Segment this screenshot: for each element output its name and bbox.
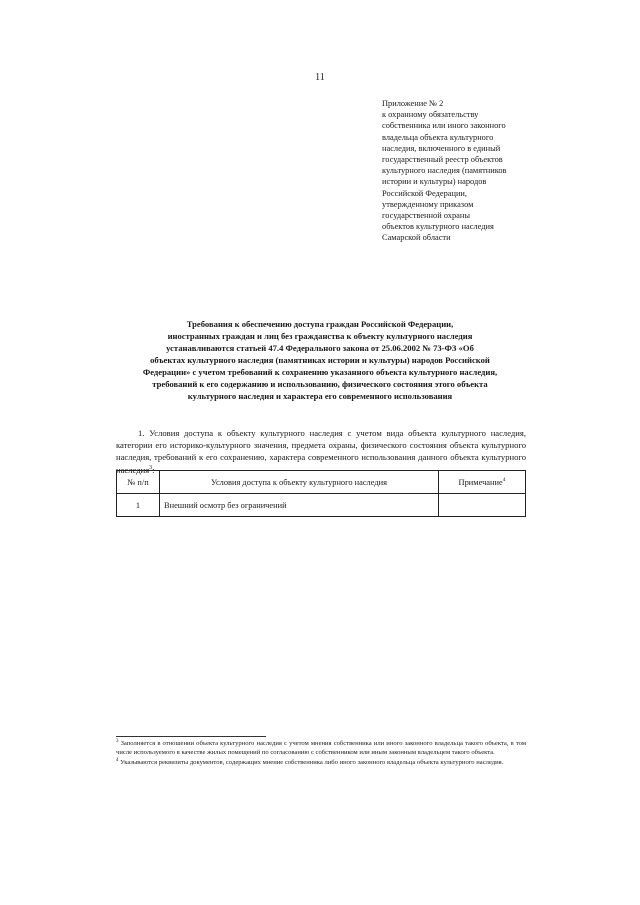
title-line: Федерации» с учетом требований к сохранению указанного объекта культурного наследия, [142,367,498,377]
footnote-ref[interactable]: 4 [502,476,506,483]
appendix-line: культурного наследия (памятников [382,166,507,176]
footnote-divider [116,736,266,737]
footnote-text: Заполняется в отношении объекта культурного наследия с учетом мнения собственника или иного законного владельца такого объекта, в том числе используемого в качестве жилых помещений по согласованию с собственником или иным законным владельцем такого объекта. [116,740,526,757]
appendix-line: к охранному обязательству [382,110,479,120]
title-line: устанавливаются статьей 47.4 Федерального закона от 25.06.2002 № 73-ФЗ «Об [166,343,474,353]
appendix-line: наследия, включенного в единый [382,143,501,153]
appendix-block [382,98,582,244]
title-line: Требования к обеспечению доступа граждан Российской Федерации, [186,319,454,329]
table-header-row [117,471,526,494]
document-title [100,318,540,402]
paragraph-text: 1. Условия доступа к объекту культурного наследия с учетом вида объекта культурного наследия, категории его историко-культурного значения, предмета охраны, физического состояния объекта культурного наследия, требований к его сохранению, характера современного использования данного объекта культурного наследия [116,427,526,475]
cell-num: 1 [117,494,160,517]
appendix-line: объектов культурного наследия [382,222,494,232]
access-conditions-table [116,470,526,517]
header-num: № п/п [117,471,160,494]
title-line: объектах культурного наследия (памятниках истории и культуры) народов Российской [150,355,490,365]
paragraph-end: : [152,464,155,475]
title-line: требований к его содержанию и использованию, физического состояния этого объекта [152,379,488,389]
page-number: 11 [315,72,325,83]
title-line: иностранных граждан и лиц без гражданства к объекту культурного наследия [167,331,473,341]
footnote [116,739,526,758]
appendix-line: истории и культуры) народов [382,177,487,187]
cell-condition: Внешний осмотр без ограничений [160,494,439,517]
appendix-line: Приложение № 2 [382,99,444,108]
header-note [439,471,526,494]
appendix-line: Самарской области [382,233,451,243]
table-row [117,494,526,517]
appendix-line: государственный реестр объектов [382,155,503,165]
header-note-label: Примечание [458,477,503,487]
footnote [116,758,526,767]
footnotes [116,739,526,767]
footnote-number: 3 [116,738,119,744]
appendix-line: владельца объекта культурного [382,132,494,142]
body-paragraph [116,427,526,477]
footnote-ref[interactable]: 3 [149,464,153,471]
footnote-text: Указываются реквизиты документов, содержащих мнение собственника либо иного законного владельца объекта культурного наследия. [118,758,504,766]
cell-note [439,494,526,517]
appendix-line: государственной охраны [382,211,470,221]
appendix-line: Российской Федерации, [382,188,468,198]
appendix-line: утвержденному приказом [382,199,474,209]
header-condition: Условия доступа к объекту культурного наследия [160,471,439,494]
footnote-number: 4 [116,757,119,763]
appendix-line: собственника или иного законного [382,121,506,131]
title-line: культурного наследия и характера его современного использования [187,391,453,401]
